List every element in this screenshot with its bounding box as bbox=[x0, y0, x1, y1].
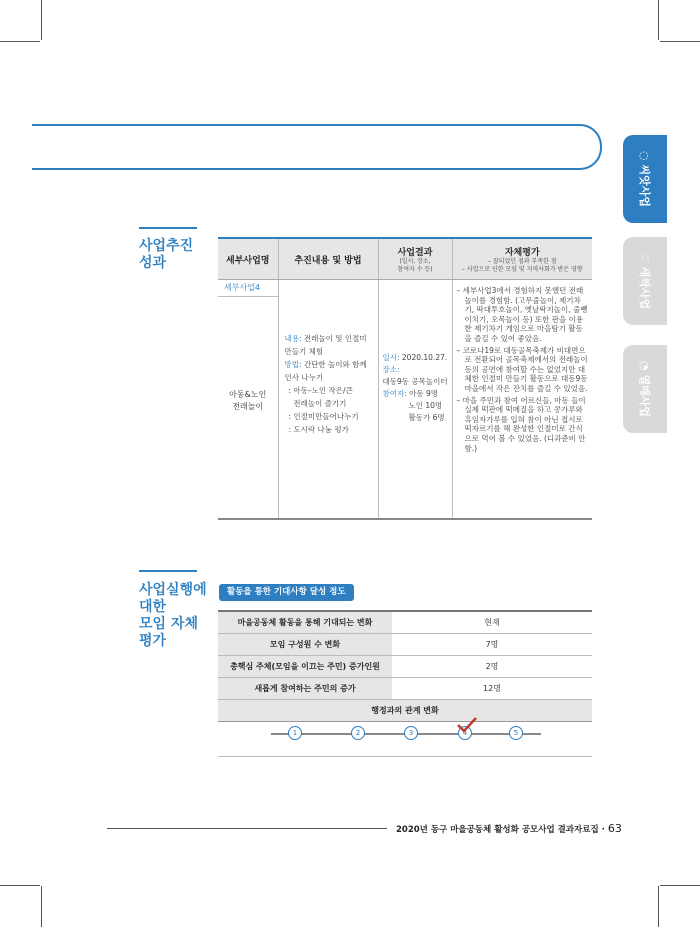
crop-mark bbox=[41, 886, 42, 927]
tab-label: 새싹사업 bbox=[638, 266, 651, 310]
scale-option-4[interactable]: 4 bbox=[458, 726, 472, 740]
evaluation-item: – 코로나19로 대동골목축제가 비대면으로 전환되어 골목축제에서의 전래놀이 등의 공연에 참여할 수는 없었지만 대체한 인절미 만들기 활동으로 대동9동 마을에서 작은 잔치를 즐길 수 있었음. bbox=[456, 345, 588, 393]
evaluation-item: – 세부사업3에서 경험하지 못했던 전래놀이를 경험함. (고무줄놀이, 제기차기, 딱대투호놀이, 옛날딱지놀이, 줄뺑이치기, 오목놀이 등) 또한 판을 이용한 제기차기 게임으로 마을탐기 활동을 즐길 수 있어 좋았음. bbox=[456, 286, 588, 343]
scale-option-3[interactable]: 3 bbox=[404, 726, 418, 740]
tab-label: 씨앗사업 bbox=[638, 164, 652, 207]
sprout-icon: ♡ bbox=[638, 252, 651, 267]
crop-mark bbox=[658, 0, 659, 40]
crop-mark bbox=[658, 886, 659, 927]
tab-label: 열매사업 bbox=[638, 374, 652, 417]
crop-mark bbox=[660, 41, 700, 42]
seed-icon: ◌ bbox=[638, 151, 652, 165]
table-row: 새롭게 참여하는 주민의 증가 12명 bbox=[218, 678, 592, 700]
section-bottom-rule bbox=[218, 756, 592, 757]
evaluation-item: – 마을 주민과 참여 어르신들, 아동 들이 실제 떡판에 떡메질을 하고 콩가루와 흑임자가루를 입혀 참이 아닌 접시로 떡자르기를 해 완성한 인절미로 간식으로 먹어 볼 수 있었음. (디과준비 안함.) bbox=[456, 395, 586, 453]
col-header-name: 세부사업명 bbox=[218, 238, 278, 280]
checkmark-icon bbox=[456, 716, 478, 734]
sub-project-label: 세부사업4 bbox=[218, 280, 278, 297]
results-table bbox=[218, 237, 592, 520]
table-row bbox=[218, 700, 592, 722]
expectation-table bbox=[218, 610, 592, 722]
project-name: 아동&노인 전래놀이 bbox=[229, 390, 267, 411]
table-row: 모임 구성원 수 변화 7명 bbox=[218, 634, 592, 656]
table-row: 총핵심 주체(모임을 이끄는 주민) 증가인원 2명 bbox=[218, 656, 592, 678]
scale-option-1[interactable]: 1 bbox=[288, 726, 302, 740]
result-cell: 일시: 2020.10.27. 장소: 대동9동 공목놀이터 참여자: 아동 9명 노인 10명 활동가 6명 bbox=[378, 280, 452, 520]
section-rule bbox=[139, 227, 197, 229]
crop-mark bbox=[0, 41, 40, 42]
page-number: 63 bbox=[607, 822, 622, 835]
crop-mark bbox=[41, 0, 42, 40]
section-title-self-eval: 사업실행에 대한 모임 자체 평가 bbox=[139, 582, 207, 649]
section-title-results: 사업추진 성과 bbox=[139, 238, 194, 271]
col-header-result: 사업결과 (일시, 장소, 참여자 수 등) bbox=[378, 238, 452, 280]
project-cell bbox=[218, 280, 278, 520]
tab-seed[interactable] bbox=[623, 135, 667, 223]
method-cell: 내용: 전래놀이 및 인절미 만들기 체험 방법: 간단한 놀이와 함께 인사 나누기 : 아동–노인 작은/큰 전래놀이 즐기기 : 인절미만들어나누기 : 도시락 나눔 평가 bbox=[278, 280, 378, 520]
scale-option-5[interactable]: 5 bbox=[509, 726, 523, 740]
scale-option-2[interactable]: 2 bbox=[351, 726, 365, 740]
tab-fruit[interactable] bbox=[623, 345, 667, 433]
footer-rule bbox=[107, 828, 387, 829]
section-rule bbox=[139, 570, 197, 572]
page-footer: 2020년 동구 마을공동체 활성화 공모사업 결과자료집 · 63 bbox=[396, 822, 622, 835]
header-band bbox=[32, 124, 602, 170]
expectation-pill: 활동을 통한 기대사항 달성 정도 bbox=[219, 584, 354, 601]
crop-mark bbox=[660, 885, 700, 886]
col-header-method: 추진내용 및 방법 bbox=[278, 238, 378, 280]
crop-mark bbox=[0, 885, 40, 886]
relation-header: 행정과의 관계 변화 bbox=[218, 700, 592, 722]
tab-sprout[interactable] bbox=[623, 237, 667, 325]
table-row: 마을공동체 활동을 통해 기대되는 변화 현재 bbox=[218, 611, 592, 634]
fruit-icon: ◔ bbox=[638, 361, 652, 375]
col-header-eval: 자체평가 – 잘되었던 점과 부족한 점 – 사업으로 인한 모임 및 지역사회가 받은 영향 bbox=[452, 238, 592, 280]
evaluation-cell bbox=[452, 280, 592, 520]
